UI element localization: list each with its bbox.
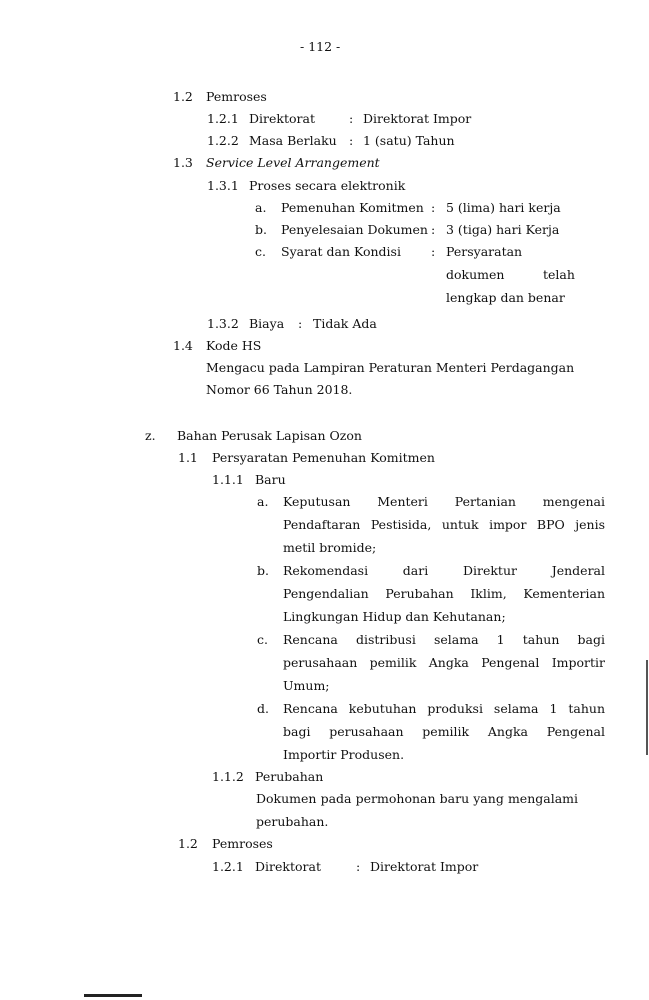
subsection-number: 1.3.1 (207, 178, 239, 193)
list-item-line: Lingkungan Hidup dan Kehutanan; (283, 609, 506, 624)
subsection-title: Baru (255, 472, 286, 487)
field-value: lengkap dan benar (446, 290, 565, 305)
section-title: Bahan Perusak Lapisan Ozon (177, 428, 362, 443)
subsection-number: 1.2.2 (207, 133, 239, 148)
field-label: Direktorat (249, 111, 315, 126)
section-number: 1.3 (173, 155, 193, 170)
field-value: 3 (tiga) hari Kerja (446, 222, 560, 237)
section-number: 1.1 (178, 450, 198, 465)
subsection-number: 1.3.2 (207, 316, 239, 331)
subsection-number: 1.2.1 (212, 859, 244, 874)
field-value: Persyaratan (446, 244, 523, 259)
field-label: Penyelesaian Dokumen (281, 222, 428, 237)
list-marker: a. (257, 494, 269, 509)
field-label: Biaya (249, 316, 285, 331)
field-value: 5 (lima) hari kerja (446, 200, 561, 215)
list-item-line: Rencana kebutuhan produksi selama 1 tahun (283, 701, 605, 716)
list-item-line: Pengendalian Perubahan Iklim, Kementerian (283, 586, 605, 601)
list-marker: c. (255, 244, 266, 259)
field-value: dokumen (446, 267, 505, 282)
body-text: perubahan. (256, 814, 329, 829)
subsection-title: Proses secara elektronik (249, 178, 406, 193)
list-marker: d. (257, 701, 269, 716)
body-text: Dokumen pada permohonan baru yang mengalami (256, 791, 578, 806)
list-item-line: bagi perusahaan pemilik Angka Pengenal (283, 724, 605, 739)
field-value: telah (543, 267, 575, 282)
field-label: Masa Berlaku (249, 133, 337, 148)
field-separator: : (349, 133, 354, 148)
list-marker: a. (255, 200, 267, 215)
field-value: 1 (satu) Tahun (363, 133, 455, 148)
page-number: - 112 - (300, 39, 341, 54)
field-separator: : (431, 222, 436, 237)
list-item-line: Pendaftaran Pestisida, untuk impor BPO jenis (283, 517, 605, 532)
section-title: Persyaratan Pemenuhan Komitmen (212, 450, 435, 465)
list-marker: b. (255, 222, 267, 237)
list-marker: b. (257, 563, 269, 578)
field-separator: : (431, 244, 436, 259)
list-item-line: perusahaan pemilik Angka Pengenal Importir (283, 655, 605, 670)
list-item-line: Keputusan Menteri Pertanian mengenai (283, 494, 605, 509)
body-text: Mengacu pada Lampiran Peraturan Menteri Perdagangan (206, 360, 575, 375)
subsection-number: 1.1.2 (212, 769, 244, 784)
field-value: Direktorat Impor (370, 859, 479, 874)
field-separator: : (349, 111, 354, 126)
field-label: Pemenuhan Komitmen (281, 200, 424, 215)
field-value: Direktorat Impor (363, 111, 472, 126)
section-title: Kode HS (206, 338, 262, 353)
list-item-line: Umum; (283, 678, 330, 693)
list-item-line: Importir Produsen. (283, 747, 405, 762)
body-text: Nomor 66 Tahun 2018. (206, 382, 353, 397)
scan-margin-bar (84, 994, 142, 997)
field-label: Syarat dan Kondisi (281, 244, 401, 259)
section-number: 1.2 (173, 89, 193, 104)
section-title: Pemroses (206, 89, 267, 104)
list-item-line: Rencana distribusi selama 1 tahun bagi (283, 632, 605, 647)
field-separator: : (431, 200, 436, 215)
field-separator: : (298, 316, 303, 331)
list-marker: c. (257, 632, 268, 647)
list-item-line: Rekomendasi dari Direktur Jenderal (283, 563, 605, 578)
section-number: 1.2 (178, 836, 198, 851)
list-marker: z. (145, 428, 156, 443)
scan-edge-line (646, 660, 648, 755)
subsection-number: 1.2.1 (207, 111, 239, 126)
section-title: Service Level Arrangement (206, 155, 380, 170)
field-label: Direktorat (255, 859, 321, 874)
subsection-number: 1.1.1 (212, 472, 244, 487)
field-value: Tidak Ada (313, 316, 377, 331)
section-number: 1.4 (173, 338, 193, 353)
subsection-title: Perubahan (255, 769, 324, 784)
section-title: Pemroses (212, 836, 273, 851)
list-item-line: metil bromide; (283, 540, 377, 555)
field-separator: : (356, 859, 361, 874)
